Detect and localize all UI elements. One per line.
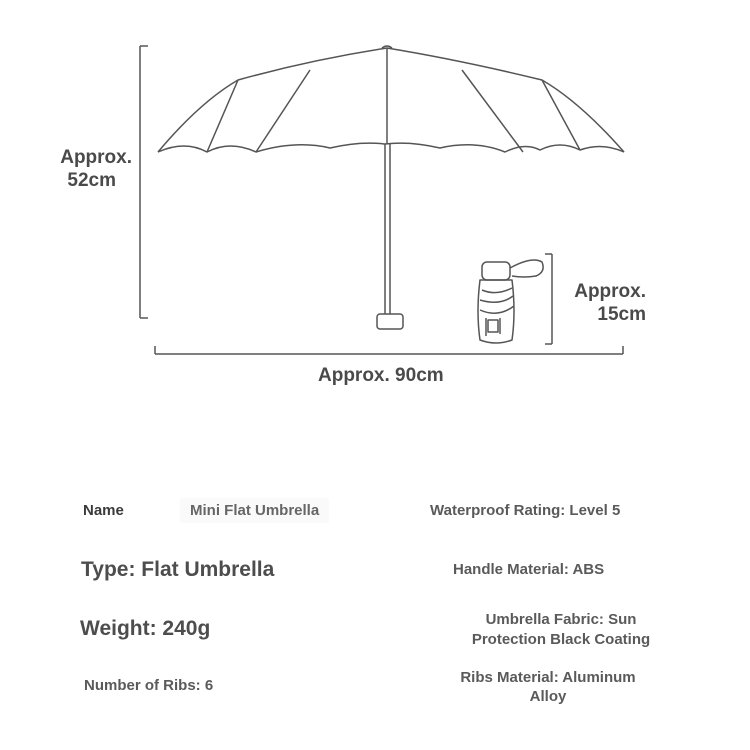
spec-fabric-line1: Umbrella Fabric: Sun	[485, 611, 637, 628]
spec-name-key: Name	[83, 502, 124, 519]
folded-dimension-bracket	[545, 254, 552, 344]
open-umbrella-icon	[158, 46, 624, 329]
height-label-line2: 52cm	[67, 170, 116, 191]
spec-type: Type: Flat Umbrella	[81, 558, 275, 581]
spec-ribs-material-line2: Alloy	[529, 688, 567, 705]
spec-fabric-line2: Protection Black Coating	[471, 631, 651, 648]
spec-weight: Weight: 240g	[80, 617, 211, 640]
height-label	[48, 146, 132, 192]
width-dimension-bracket	[155, 346, 623, 354]
folded-umbrella-icon	[478, 260, 543, 343]
spec-number-of-ribs: Number of Ribs: 6	[84, 677, 214, 694]
folded-label-line2: 15cm	[597, 304, 646, 325]
spec-waterproof-rating: Waterproof Rating: Level 5	[430, 502, 621, 519]
height-label-line1: Approx.	[60, 147, 132, 168]
spec-name-value: Mini Flat Umbrella	[180, 498, 329, 523]
folded-height-label	[562, 280, 646, 326]
spec-handle-material: Handle Material: ABS	[453, 561, 605, 578]
spec-ribs-material	[440, 669, 656, 705]
spec-umbrella-fabric	[450, 611, 672, 648]
width-label: Approx. 90cm	[318, 365, 444, 386]
height-dimension-bracket	[140, 46, 148, 318]
folded-label-line1: Approx.	[574, 281, 646, 302]
spec-ribs-material-line1: Ribs Material: Aluminum	[460, 669, 636, 686]
